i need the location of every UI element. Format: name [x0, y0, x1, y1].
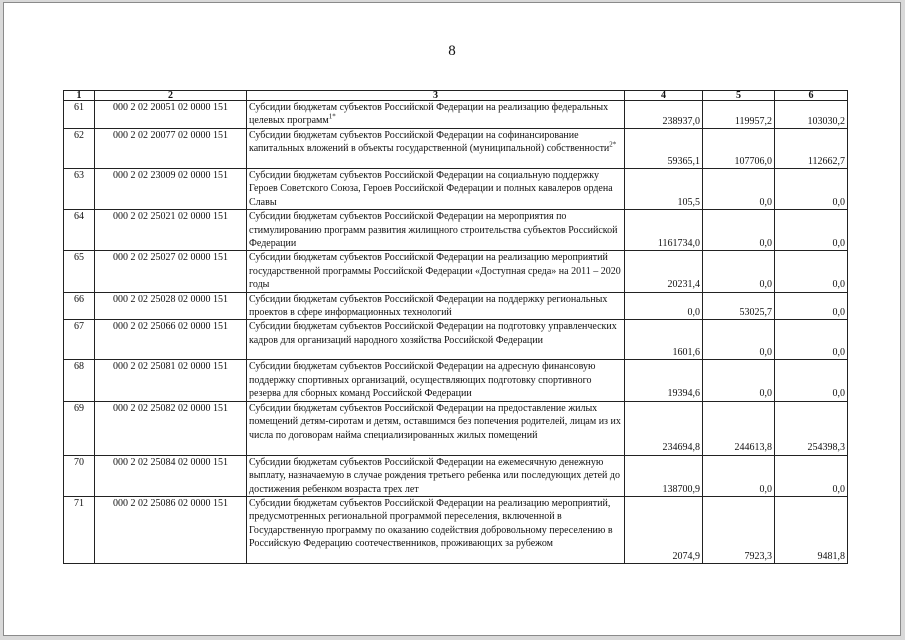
- row-description: [247, 129, 625, 169]
- value-col6: 0,0: [775, 455, 848, 496]
- table-row: [64, 251, 848, 292]
- description-text: Субсидии бюджетам субъектов Российской Федерации на подготовку управленческих кадров для организаций народного хозяйства Российской Федерации: [249, 321, 617, 346]
- value-col6: 0,0: [775, 360, 848, 401]
- table-row: [64, 169, 848, 210]
- value-col4: 1601,6: [625, 320, 703, 360]
- column-header: 5: [703, 91, 775, 101]
- table-row: [64, 401, 848, 455]
- value-col5: 244613,8: [703, 401, 775, 455]
- row-number: 64: [64, 210, 95, 251]
- description-text: Субсидии бюджетам субъектов Российской Федерации на поддержку региональных проектов в сфере информационных технологий: [249, 293, 608, 319]
- row-number: 71: [64, 496, 95, 563]
- value-col4: 1161734,0: [625, 210, 703, 251]
- row-description: [247, 101, 625, 129]
- value-col6: 0,0: [775, 169, 848, 210]
- description-text: Субсидии бюджетам субъектов Российской Федерации на адресную финансовую поддержку спортивных организаций, осуществляющих подготовку спортивного резерва для сборных команд Российской Федерации: [249, 361, 596, 400]
- table-row: [64, 320, 848, 360]
- row-number: 66: [64, 292, 95, 320]
- budget-code: 000 2 02 25082 02 0000 151: [95, 401, 247, 455]
- value-col4: 105,5: [625, 169, 703, 210]
- row-description: [247, 360, 625, 401]
- column-header: 4: [625, 91, 703, 101]
- footnote-mark: 2*: [609, 141, 617, 150]
- value-col4: 238937,0: [625, 101, 703, 129]
- description-text: Субсидии бюджетам субъектов Российской Федерации на социальную поддержку Героев Советского Союза, Героев Российской Федерации и полных кавалеров ордена Славы: [249, 170, 613, 208]
- value-col6: 0,0: [775, 320, 848, 360]
- description-text: Субсидии бюджетам субъектов Российской Федерации на ежемесячную денежную выплату, назначаемую в случае рождения третьего ребенка или последующих детей до достижения ребенком возраста трех лет: [249, 456, 620, 495]
- budget-code: 000 2 02 20077 02 0000 151: [95, 129, 247, 169]
- table-row: [64, 129, 848, 169]
- value-col4: 19394,6: [625, 360, 703, 401]
- budget-code: 000 2 02 25084 02 0000 151: [95, 455, 247, 496]
- value-col6: 0,0: [775, 292, 848, 320]
- row-description: [247, 210, 625, 251]
- page-number: 8: [448, 43, 456, 59]
- table-row: [64, 101, 848, 129]
- value-col5: 119957,2: [703, 101, 775, 129]
- row-number: 68: [64, 360, 95, 401]
- budget-code: 000 2 02 20051 02 0000 151: [95, 101, 247, 129]
- value-col6: 0,0: [775, 210, 848, 251]
- value-col5: 0,0: [703, 251, 775, 292]
- value-col6: 103030,2: [775, 101, 848, 129]
- row-number: 62: [64, 129, 95, 169]
- value-col4: 59365,1: [625, 129, 703, 169]
- budget-code: 000 2 02 23009 02 0000 151: [95, 169, 247, 210]
- row-description: [247, 292, 625, 320]
- row-number: 63: [64, 169, 95, 210]
- value-col5: 53025,7: [703, 292, 775, 320]
- value-col4: 138700,9: [625, 455, 703, 496]
- row-number: 69: [64, 401, 95, 455]
- value-col4: 234694,8: [625, 401, 703, 455]
- table-header-row: [64, 91, 848, 101]
- value-col6: 9481,8: [775, 496, 848, 563]
- row-description: [247, 401, 625, 455]
- value-col5: 0,0: [703, 169, 775, 210]
- row-description: [247, 455, 625, 496]
- row-number: 65: [64, 251, 95, 292]
- description-text: Субсидии бюджетам субъектов Российской Федерации на реализацию мероприятий, предусмотренных региональной программой переселения, включенной в Государственную программу по оказанию содействия добровольному переселению в Российскую Федерацию соотечественников, проживающих за рубежом: [249, 497, 613, 550]
- row-description: [247, 320, 625, 360]
- table-row: [64, 496, 848, 563]
- document-page: [3, 2, 901, 636]
- table-row: [64, 455, 848, 496]
- description-text: Субсидии бюджетам субъектов Российской Федерации на мероприятия по стимулированию программ развития жилищного строительства субъектов Российской Федерации: [249, 211, 618, 250]
- subsidy-table: [63, 90, 848, 564]
- description-text: Субсидии бюджетам субъектов Российской Федерации на реализацию мероприятий государственной программы Российской Федерации «Доступная среда» на 2011 – 2020 годы: [249, 252, 621, 291]
- budget-code: 000 2 02 25066 02 0000 151: [95, 320, 247, 360]
- value-col4: 2074,9: [625, 496, 703, 563]
- row-number: 67: [64, 320, 95, 360]
- value-col6: 112662,7: [775, 129, 848, 169]
- value-col5: 0,0: [703, 210, 775, 251]
- budget-code: 000 2 02 25027 02 0000 151: [95, 251, 247, 292]
- column-header: 3: [247, 91, 625, 101]
- value-col6: 254398,3: [775, 401, 848, 455]
- row-number: 70: [64, 455, 95, 496]
- budget-code: 000 2 02 25081 02 0000 151: [95, 360, 247, 401]
- table-row: [64, 360, 848, 401]
- description-text: Субсидии бюджетам субъектов Российской Федерации на реализацию федеральных целевых программ: [249, 102, 609, 127]
- value-col5: 0,0: [703, 360, 775, 401]
- table-row: [64, 292, 848, 320]
- budget-code: 000 2 02 25028 02 0000 151: [95, 292, 247, 320]
- footnote-mark: 1*: [328, 113, 336, 122]
- row-number: 61: [64, 101, 95, 129]
- row-description: [247, 496, 625, 563]
- row-description: [247, 251, 625, 292]
- column-header: 2: [95, 91, 247, 101]
- table-row: [64, 210, 848, 251]
- value-col5: 107706,0: [703, 129, 775, 169]
- value-col4: 0,0: [625, 292, 703, 320]
- value-col5: 0,0: [703, 455, 775, 496]
- budget-code: 000 2 02 25086 02 0000 151: [95, 496, 247, 563]
- column-header: 6: [775, 91, 848, 101]
- column-header: 1: [64, 91, 95, 101]
- description-text: Субсидии бюджетам субъектов Российской Федерации на софинансирование капитальных вложений в объекты государственной (муниципальной) собственности: [249, 130, 610, 155]
- value-col5: 7923,3: [703, 496, 775, 563]
- description-text: Субсидии бюджетам субъектов Российской Федерации на предоставление жилых помещений детям-сиротам и детям, оставшимся без попечения родителей, лицам из их числа по договорам найма специализированных жилых помещений: [249, 402, 621, 441]
- value-col6: 0,0: [775, 251, 848, 292]
- budget-code: 000 2 02 25021 02 0000 151: [95, 210, 247, 251]
- value-col4: 20231,4: [625, 251, 703, 292]
- row-description: [247, 169, 625, 210]
- value-col5: 0,0: [703, 320, 775, 360]
